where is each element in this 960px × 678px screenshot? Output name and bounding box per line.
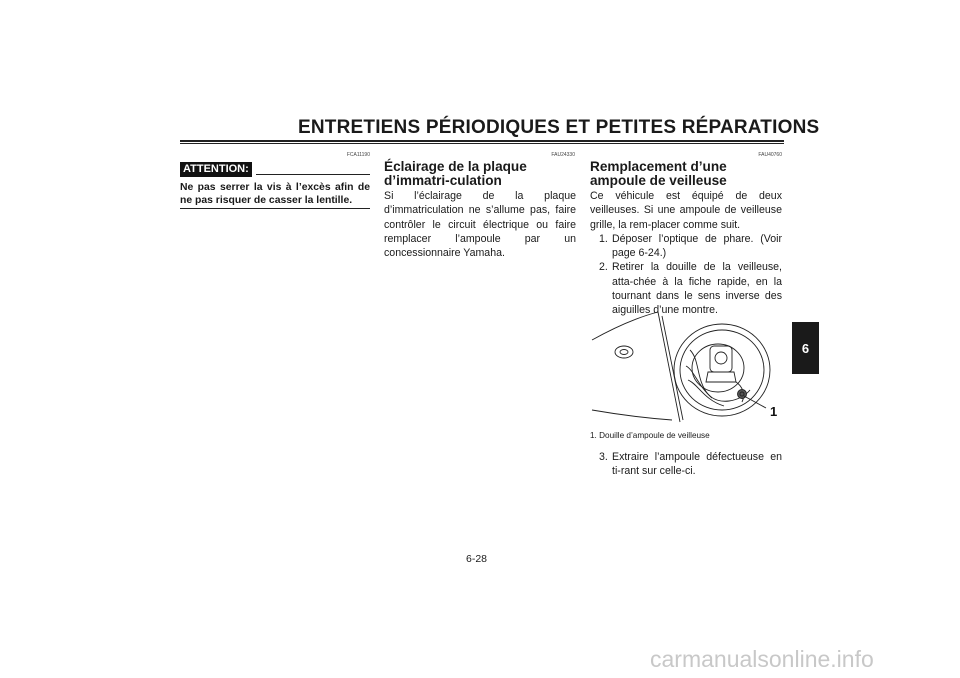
page-number: 6-28 — [466, 553, 488, 565]
page-header-title: ENTRETIENS PÉRIODIQUES ET PETITES RÉPARATIONS — [298, 117, 820, 138]
auxiliary-bulb-intro: Ce véhicule est équipé de deux veilleuses. Si une ampoule de veilleuse grille, la rem-placer comme suit. — [590, 190, 782, 231]
step-item — [590, 450, 782, 479]
figure-callout-number: 1 — [770, 404, 778, 419]
section-title-license-plate-light: Éclairage de la plaque d’immatri-culation — [384, 159, 527, 188]
attention-label: ATTENTION: — [180, 162, 252, 177]
right-reference-code: FAU40760 — [758, 152, 782, 158]
attention-header — [180, 162, 370, 178]
right-column — [590, 160, 782, 318]
step-number: 1. — [599, 232, 608, 245]
section-title-auxiliary-bulb: Remplacement d’une ampoule de veilleuse — [590, 159, 727, 188]
license-plate-light-text: Si l’éclairage de la plaque d’immatriculation ne s’allume pas, faire contrôler le circuit électrique ou faire remplacer l’ampoule par un concessionnaire Yamaha. — [384, 190, 576, 260]
chapter-tab: 6 — [792, 322, 819, 374]
figure-caption: 1. Douille d’ampoule de veilleuse — [590, 431, 710, 440]
replacement-steps — [590, 232, 782, 318]
step-text: Extraire l’ampoule défectueuse en ti-rant sur celle-ci. — [612, 451, 782, 478]
step-three-block — [590, 450, 782, 479]
replacement-steps-continued — [590, 450, 782, 479]
attention-divider — [256, 174, 370, 175]
middle-column — [384, 160, 576, 260]
auxiliary-bulb-illustration — [590, 310, 784, 424]
step-number: 2. — [599, 261, 608, 274]
watermark: carmanualsonline.info — [650, 646, 874, 672]
step-item — [590, 232, 782, 261]
step-text: Retirer la douille de la veilleuse, atta-chée à la fiche rapide, en la tournant dans le sens inverse des aiguilles d’une montre. — [612, 261, 782, 317]
step-number: 3. — [599, 451, 608, 463]
attention-bottom-rule — [180, 208, 370, 209]
left-reference-code: FCA11190 — [346, 152, 370, 158]
header-rule — [180, 140, 784, 144]
middle-reference-code: FAU24330 — [551, 152, 575, 158]
illustration-drawing — [592, 312, 770, 422]
attention-text: Ne pas serrer la vis à l’excès afin de ne pas risquer de casser la lentille. — [180, 182, 370, 206]
step-text: Déposer l’optique de phare. (Voir page 6-24.) — [612, 232, 782, 260]
